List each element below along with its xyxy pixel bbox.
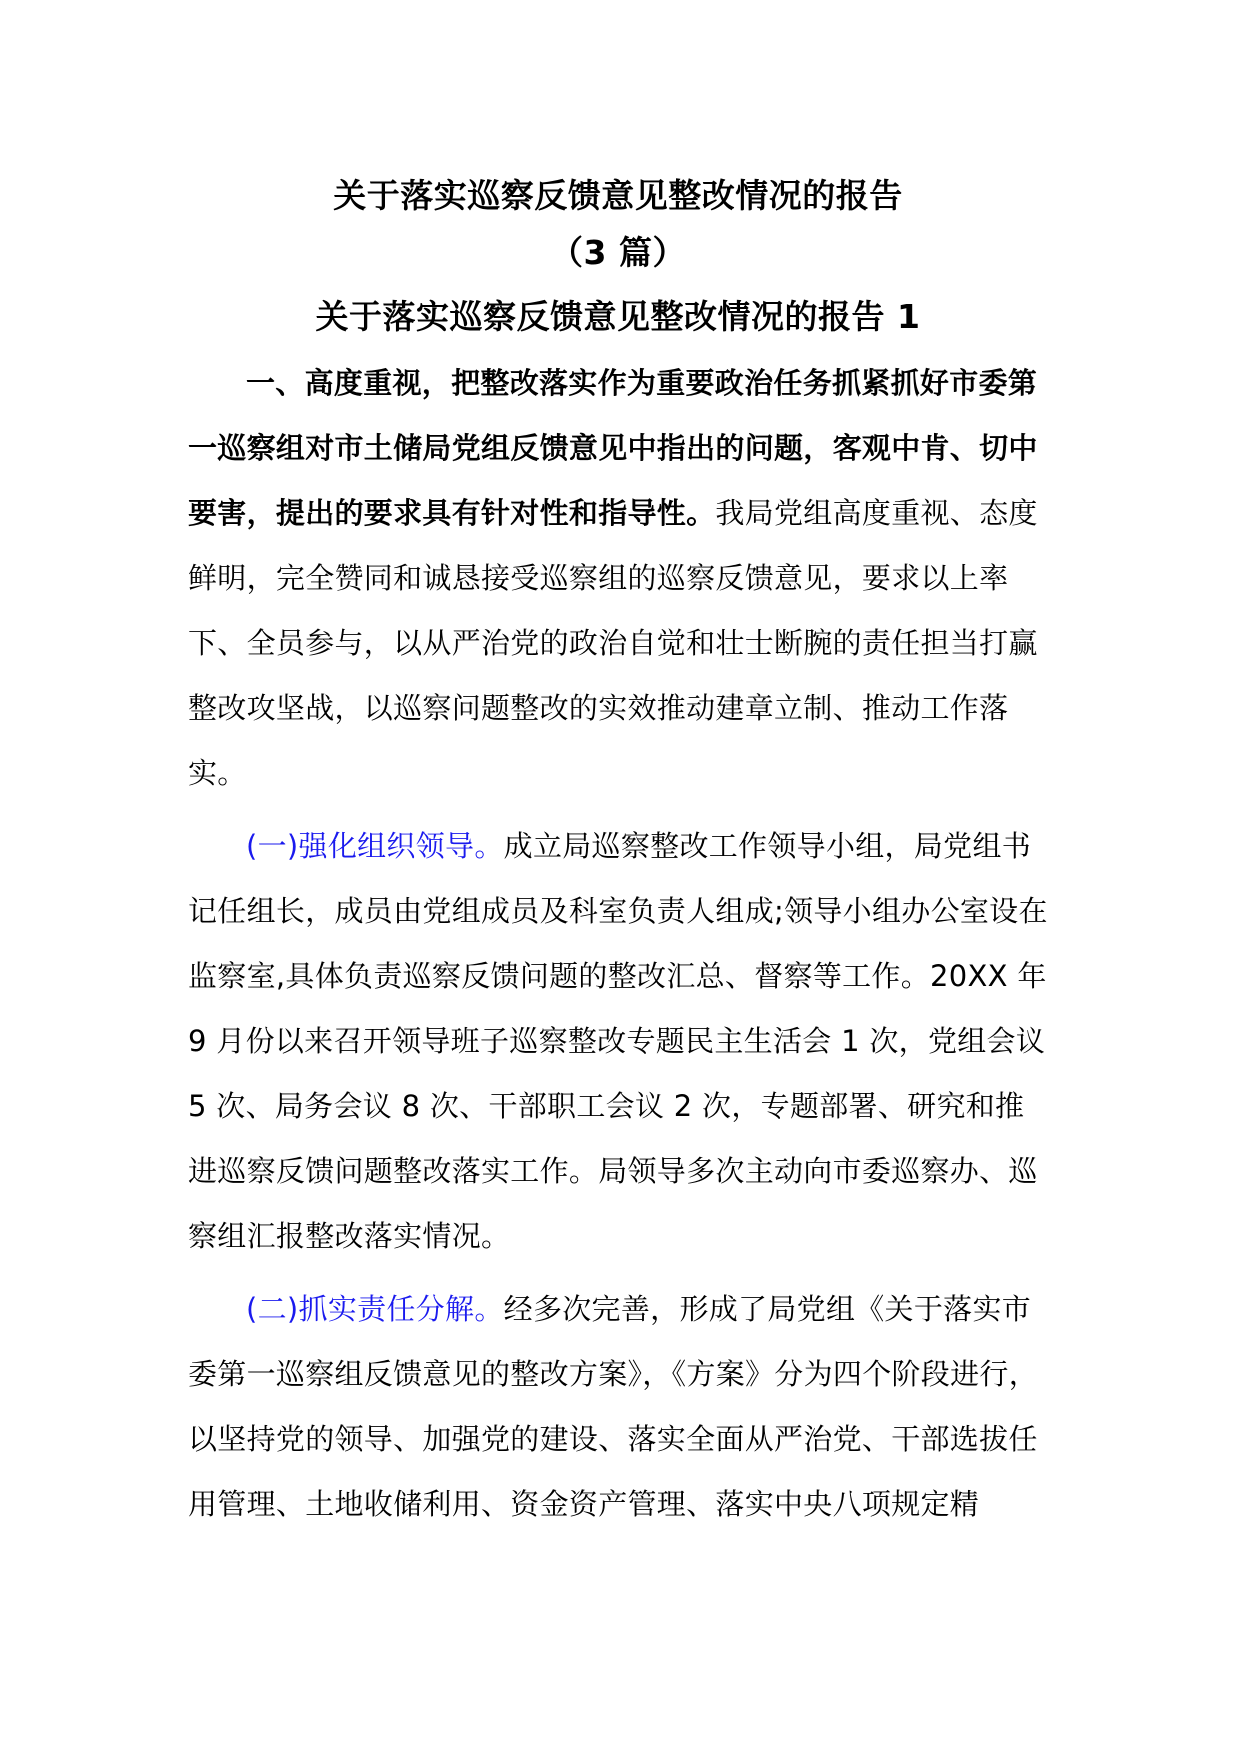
- section-title: 关于落实巡察反馈意见整改情况的报告 1: [315, 297, 921, 336]
- paragraph-3: [188, 1277, 1048, 1537]
- document-title: 关于落实巡察反馈意见整改情况的报告: [333, 176, 903, 215]
- paragraph-1-bold-lead: 一、高度重视，把整改落实作为重要政治任务抓紧抓好市委第一巡察组对市土储局党组反馈意见中指出的问题，客观中肯、切中要害，提出的要求具有针对性和指导性。: [188, 366, 1038, 530]
- paragraph-1-body: 我局党组高度重视、态度鲜明，完全赞同和诚恳接受巡察组的巡察反馈意见，要求以上率下、全员参与，以从严治党的政治自觉和壮士断腕的责任担当打赢整改攻坚战，以巡察问题整改的实效推动建章立制、推动工作落实。: [188, 496, 1038, 790]
- paragraph-3-body: 经多次完善，形成了局党组《关于落实市委第一巡察组反馈意见的整改方案》，《方案》分为四个阶段进行，以坚持党的领导、加强党的建设、落实全面从严治党、干部选拔任用管理、土地收储利用、资金资产管理、落实中央八项规定精: [188, 1292, 1039, 1521]
- paragraph-3-blue-heading: (二)抓实责任分解。: [246, 1292, 504, 1326]
- paragraph-2-blue-heading: (一)强化组织领导。: [246, 829, 504, 863]
- document-subtitle: （3 篇）: [550, 233, 686, 272]
- paragraph-2-body: 成立局巡察整改工作领导小组，局党组书记任组长，成员由党组成员及科室负责人组成;领导小组办公室设在监察室,具体负责巡察反馈问题的整改汇总、督察等工作。20XX 年 9 月份以来召开领导班子巡察整改专题民主生活会 1 次，党组会议 5 次、局务会议 8 次、干部职工会议 2 次，专题部署、研究和推进巡察反馈问题整改落实工作。局领导多次主动向市委巡察办、巡察组汇报整改落实情况。: [188, 829, 1048, 1253]
- paragraph-1: [188, 351, 1048, 806]
- document-page: [188, 168, 1048, 1537]
- paragraph-2: [188, 814, 1048, 1269]
